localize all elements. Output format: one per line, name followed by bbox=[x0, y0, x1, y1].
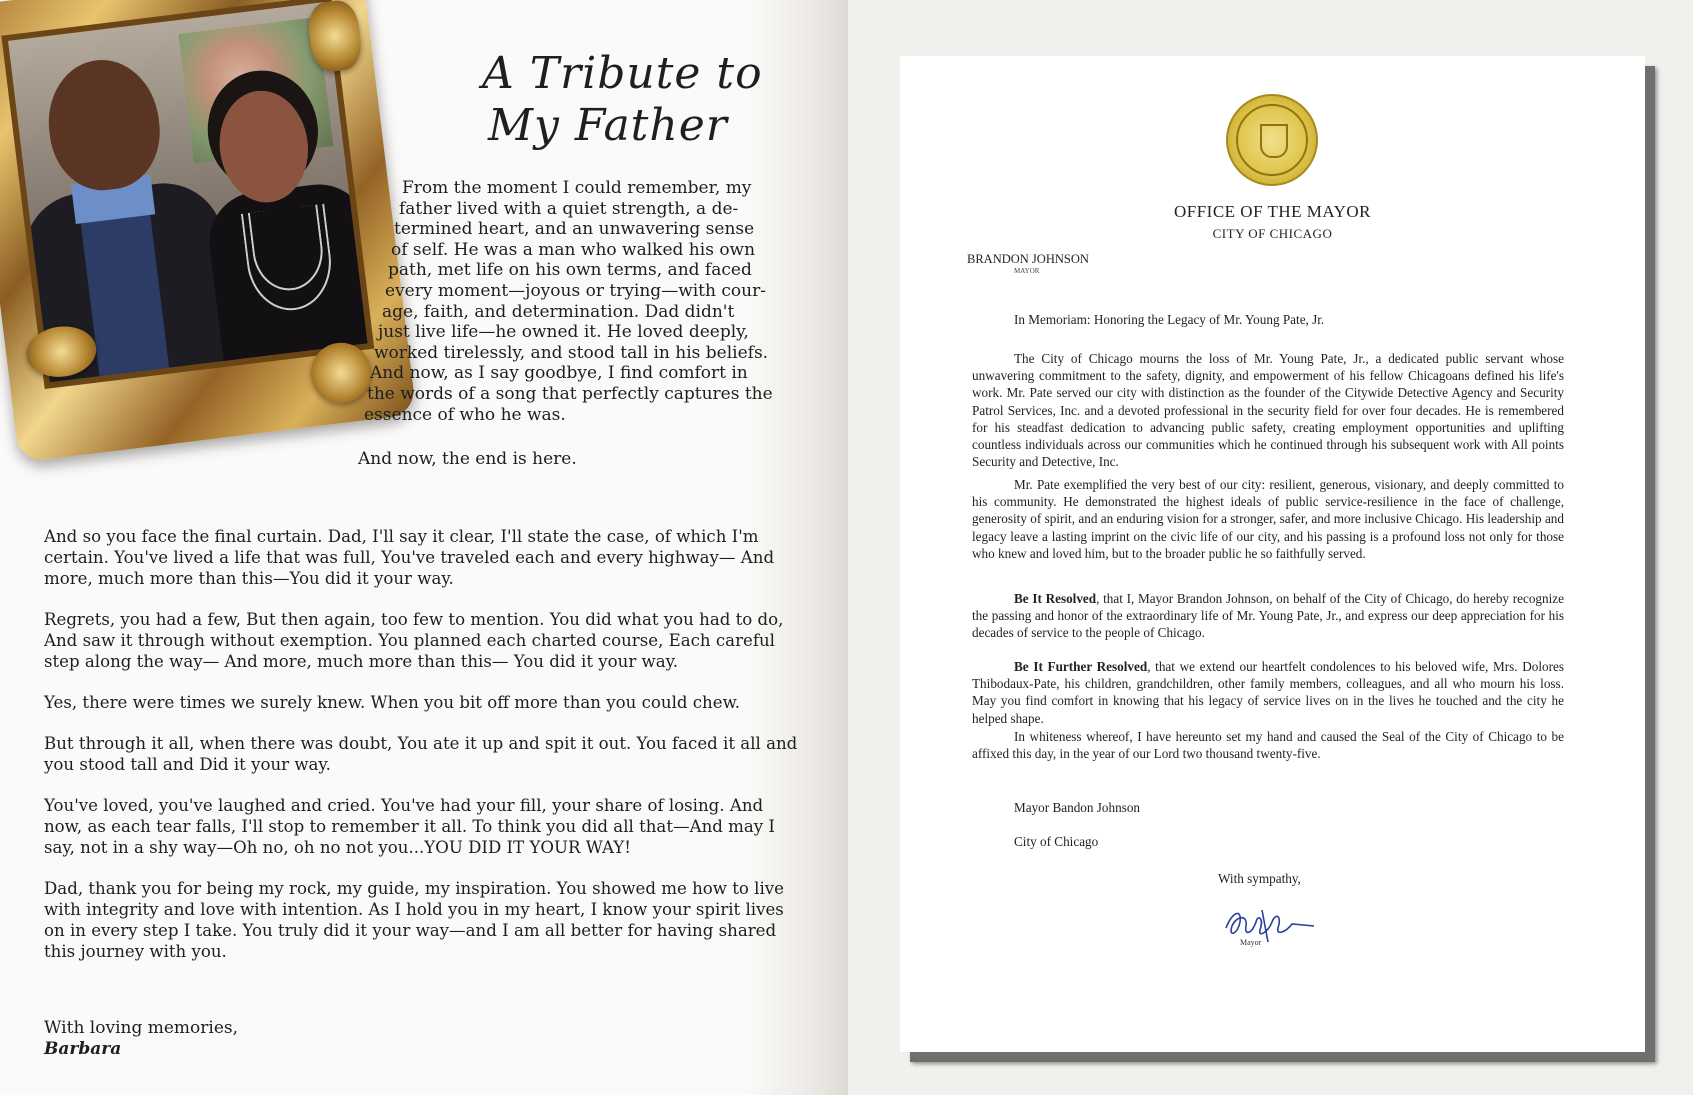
witness-text: In whiteness whereof, I have hereunto set my hand and caused the Seal of the City of Chicago to be affixed this day, in the year of our Lord two thousand twenty-five. bbox=[972, 729, 1564, 762]
intro-line: father lived with a quiet strength, a de- bbox=[399, 198, 739, 219]
end-line: And now, the end is here. bbox=[358, 449, 577, 469]
lyrics-paragraph: But through it all, when there was doubt, You ate it up and spit it out. You faced it all and you stood tall and Did it your way. bbox=[44, 734, 798, 774]
intro-line: age, faith, and determination. Dad didn't bbox=[382, 301, 735, 322]
intro-line: From the moment I could remember, my bbox=[402, 178, 752, 198]
intro-line: every moment—joyous or trying—with cour- bbox=[385, 281, 766, 301]
further-resolved-label: Be It Further Resolved bbox=[1014, 659, 1148, 674]
letterhead-mayor-label: MAYOR bbox=[1014, 267, 1040, 275]
lyrics-paragraph: Regrets, you had a few, But then again, too few to mention. You did what you had to do, And saw it through without exemption. You planned each charted course, Each careful step along the way— And more, much more than this— You did it your way. bbox=[44, 610, 784, 671]
lyrics-paragraph: Yes, there were times we surely knew. When you bit off more than you could chew. bbox=[44, 693, 741, 712]
city-seal-icon bbox=[1226, 94, 1318, 186]
letter-paragraph-2 bbox=[972, 476, 1564, 562]
signoff-city: City of Chicago bbox=[1014, 834, 1099, 849]
closing-text: With loving memories, bbox=[44, 1018, 239, 1038]
intro-line: path, met life on his own terms, and faced bbox=[388, 260, 752, 281]
lyrics-paragraph: You've loved, you've laughed and cried. You've had your fill, your share of losing. And now, as each tear falls, I'll stop to remember it all. To think you did all that—And may I say, not in a shy way—Oh no, oh no not you...YOU DID IT YOUR WAY! bbox=[44, 796, 775, 857]
resolved-text: , that I, Mayor Brandon Johnson, on behalf of the City of Chicago, do hereby recognize the passing and honor of the extraordinary life of Mr. Young Pate, Jr., and express our deep appreciation for his decades of service to the people of Chicago. bbox=[972, 591, 1564, 641]
signer-name: Barbara bbox=[44, 1039, 122, 1059]
witness-paragraph bbox=[972, 728, 1564, 762]
letter-paragraph-1 bbox=[972, 350, 1564, 470]
intro-line: essence of who he was. bbox=[364, 404, 566, 425]
sign-off bbox=[44, 1018, 238, 1060]
resolved-label: Be It Resolved bbox=[1014, 591, 1097, 606]
intro-line: of self. He was a man who walked his own bbox=[391, 239, 756, 260]
lyrics-body bbox=[44, 526, 800, 982]
sympathy-text: With sympathy, bbox=[1218, 871, 1301, 886]
title-line-2: My Father bbox=[488, 100, 728, 151]
further-resolved-text: , that we extend our heartfelt condolences to his beloved wife, Mrs. Dolores Thibodaux-Pate, his children, grandchildren, other family members, colleagues, and all who mourn his loss. May you find comfort in knowing that his legacy of service lives on in the lives he touched and the city he helped shape. bbox=[972, 659, 1564, 726]
intro-line: worked tirelessly, and stood tall in his beliefs. bbox=[374, 342, 769, 363]
closing-paragraph: Dad, thank you for being my rock, my guide, my inspiration. You showed me how to live with integrity and love with intention. As I hold you in my heart, I know your spirit lives on in every step I take. You truly did it your way—and I am all better for having shared this journey with you. bbox=[44, 879, 784, 961]
title-line-1: A Tribute to bbox=[482, 48, 763, 99]
signature-title: Mayor bbox=[1240, 938, 1262, 947]
office-title: OFFICE OF THE MAYOR bbox=[1173, 202, 1371, 221]
intro-line: And now, as I say goodbye, I find comfort in bbox=[370, 363, 748, 384]
intro-line: termined heart, and an unwavering sense bbox=[394, 219, 755, 240]
resolved-paragraph bbox=[972, 590, 1564, 642]
intro-line: just live life—he owned it. He loved deeply, bbox=[378, 322, 749, 343]
letterhead-mayor-name: BRANDON JOHNSON bbox=[967, 252, 1089, 266]
paragraph-text: Mr. Pate exemplified the very best of our city: resilient, generous, visionary, and deeply committed to his community. He demonstrated the highest ideals of public service-resilience in the face of challenge, generosity of spirit, and an enduring vision for a stronger, safer, and more inclusive Chicago. His leadership and legacy leave a lasting imprint on the civic life of our city, and his passing is a profound loss not only for those who knew and loved him, but to the broader public he so faithfully served. bbox=[972, 477, 1564, 561]
lyrics-paragraph: And so you face the final curtain. Dad, I'll say it clear, I'll state the case, of which I'm certain. You've lived a life that was full, You've traveled each and every highway— And more, much more than this—You did it your way. bbox=[44, 527, 775, 588]
signoff-name: Mayor Bandon Johnson bbox=[1014, 800, 1141, 815]
tribute-title bbox=[470, 48, 770, 152]
intro-line: the words of a song that perfectly captures the bbox=[367, 384, 773, 404]
mayor-signature-icon bbox=[1218, 892, 1328, 952]
mayor-letter bbox=[900, 56, 1645, 1052]
memoriam-heading: In Memoriam: Honoring the Legacy of Mr. Young Pate, Jr. bbox=[1014, 312, 1325, 327]
paragraph-text: The City of Chicago mourns the loss of Mr. Young Pate, Jr., a dedicated public servant whose unwavering commitment to the safety, dignity, and empowerment of his fellow Chicagoans defined his life's work. Mr. Pate served our city with distinction as the founder of the Citywide Detective Agency and Security Patrol Services, Inc. and a devoted professional in the security field for over four decades. He is remembered for his steadfast dedication to advancing public safety, creating employment opportunities and uplifting countless individuals across our communities which he continued through his subsequent work with All points Security and Detective, Inc. bbox=[972, 351, 1564, 470]
further-resolved-paragraph bbox=[972, 658, 1564, 727]
framed-photo bbox=[0, 0, 417, 463]
office-subtitle: CITY OF CHICAGO bbox=[1212, 226, 1333, 241]
